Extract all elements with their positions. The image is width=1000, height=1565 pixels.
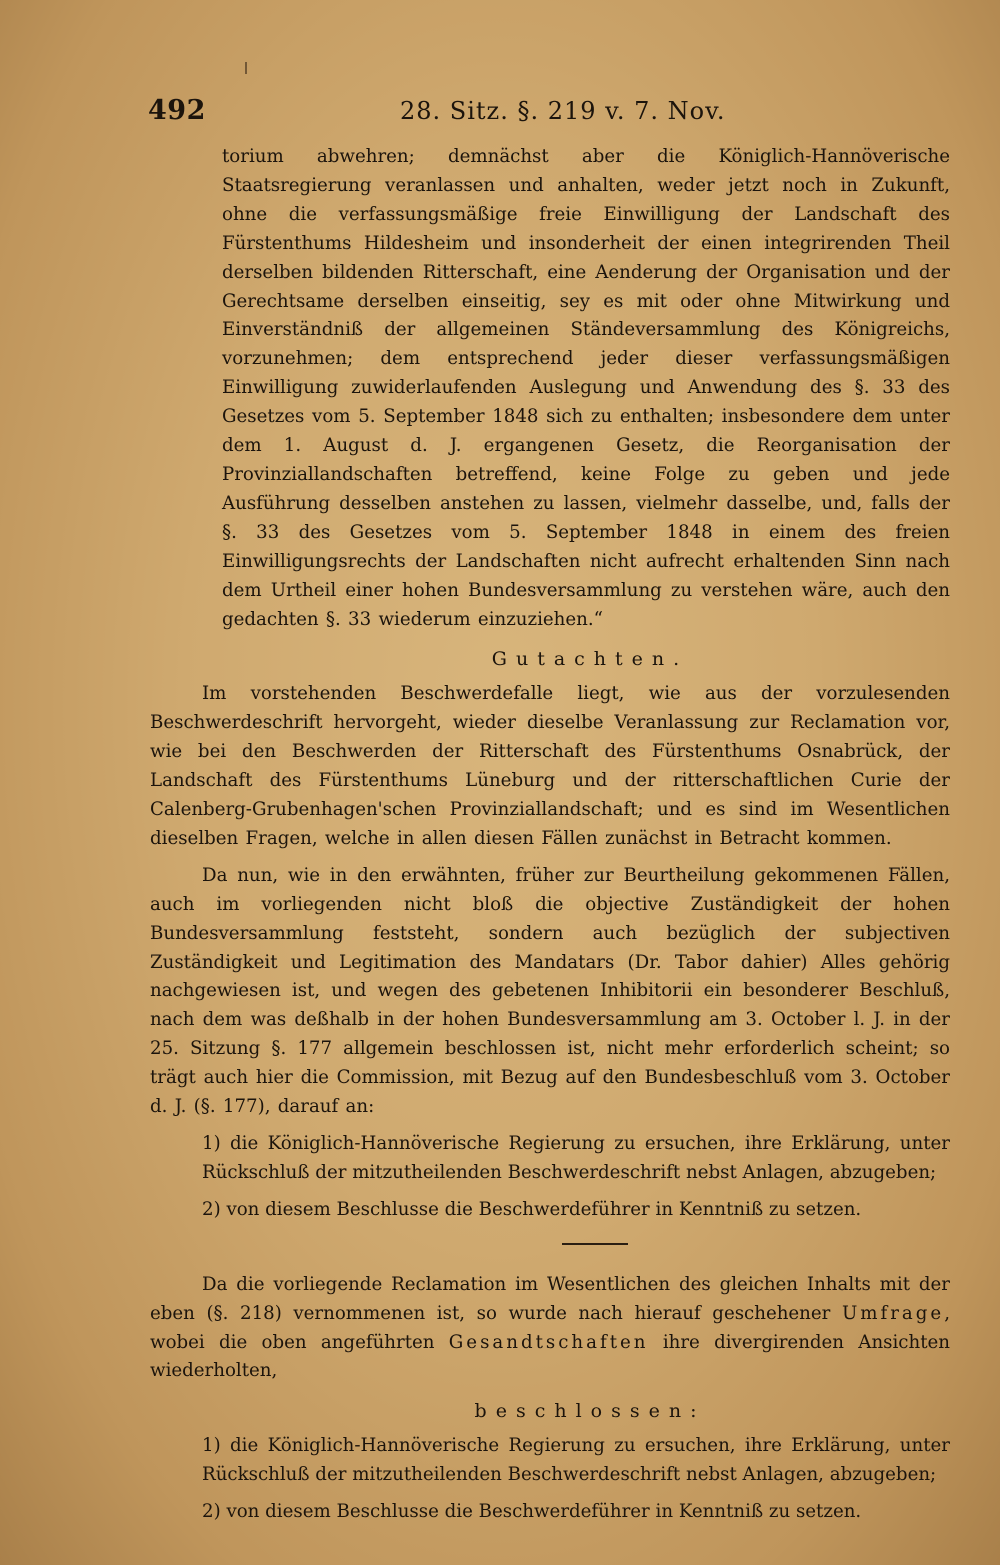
resolution-item-1: 1) die Königlich-Hannöverische Regierung zu ersuchen, ihre Erklärung, unter Rückschluß der mitzutheilenden Beschwerdeschrift nebst Anlagen, abzugeben; xyxy=(202,1435,950,1486)
resolution-intro-part2: , wobei die oben angeführten xyxy=(150,1302,950,1353)
resolution-intro xyxy=(150,1271,950,1387)
resolution-intro-part3: ihre divergirenden Ansichten wiederholten, xyxy=(150,1331,950,1382)
quote-text: torium abwehren; demnächst aber die Königlich-Hannöverische Staatsregierung veranlassen und anhalten, weder jetzt noch in Zukunft, ohne die verfassungsmäßige freie Einwilligung der Landschaft des Fürstenthums Hildesheim und insonderheit der einen integrirenden Theil derselben bildenden Ritterschaft, eine Aenderung der Organisation und der Gerechtsame derselben einseitig, sey es mit oder ohne Mitwirkung und Einverständniß der allgemeinen Ständeversammlung des Königreichs, vorzunehmen; dem entsprechend jeder dieser verfassungsmäßigen Einwilligung zuwiderlaufenden Auslegung und Anwendung des §. 33 des Gesetzes vom 5. September 1848 sich zu enthalten; insbesondere dem unter dem 1. August d. J. ergangenen Gesetz, die Reorganisation der Provinziallandschaften betreffend, keine Folge zu geben und jede Ausführung desselben anstehen zu lassen, vielmehr dasselbe, und, falls der §. 33 des Gesetzes vom 5. September 1848 in einem des freien Einwilligungsrechts der Landschaften nicht aufrecht erhaltenden Sinn nach dem Urtheil einer hohen Bundesversammlung zu verstehen wäre, auch den gedachten §. 33 wiederum einzuziehen.“ xyxy=(222,146,950,630)
gutachten-paragraph-1: Im vorstehenden Beschwerdefalle liegt, wie aus der vorzulesenden Beschwerdeschrift hervorgeht, wieder dieselbe Veranlassung zur Reclamation vor, wie bei den Beschwerden der Ritterschaft des Fürstenthums Osnabrück, der Landschaft des Fürstenthums Lüneburg und der ritterschaftlichen Curie der Calenberg-Grubenhagen'schen Provinziallandschaft; und es sind im Wesentlichen dieselben Fragen, welche in allen diesen Fällen zunächst in Betracht kommen. xyxy=(150,683,950,849)
umfrage-term: Umfrage xyxy=(841,1302,945,1324)
running-head: 28. Sitz. §. 219 v. 7. Nov. xyxy=(400,97,726,125)
paragraph-gap xyxy=(150,1188,950,1196)
gutachten-item-2: 2) von diesem Beschlusse die Beschwerdeführer in Kenntniß zu setzen. xyxy=(202,1198,862,1220)
beschlossen-heading: beschlossen: xyxy=(474,1400,706,1423)
paragraph-gap xyxy=(150,1490,950,1498)
gutachten-item-1: 1) die Königlich-Hannöverische Regierung zu ersuchen, ihre Erklärung, unter Rückschluß der mitzutheilenden Beschwerdeschrift nebst Anlagen, abzugeben; xyxy=(202,1133,950,1183)
gesandtschaften-term: Gesandtschaften xyxy=(448,1331,649,1353)
resolution-intro-part1: Da die vorliegende Reclamation im Wesentlichen des gleichen Inhalts mit der eben (§. 218) vernommenen ist, so wurde nach hierauf geschehener xyxy=(150,1273,950,1324)
quoted-petition xyxy=(150,143,950,634)
section-separator xyxy=(562,1243,628,1245)
print-speck xyxy=(245,62,247,74)
page-number: 492 xyxy=(148,95,206,126)
gutachten-heading: Gutachten. xyxy=(491,648,689,671)
paragraph-gap xyxy=(150,854,950,862)
gutachten-paragraph-2: Da nun, wie in den erwähnten, früher zur Beurtheilung gekommenen Fällen, auch im vorliegenden nicht bloß die objective Zuständigkeit der hohen Bundesversammlung feststeht, sondern auch bezüglich der subjectiven Zuständigkeit und Legitimation des Mandatars (Dr. Tabor dahier) Alles gehörig nachgewiesen ist, und wegen des gebetenen Inhibitorii ein besonderer Beschluß, nach dem was deßhalb in der hohen Bundesversammlung am 3. October l. J. in der 25. Sitzung §. 177 allgemein beschlossen ist, nicht mehr erforderlich scheint; so trägt auch hier die Commission, mit Bezug auf den Bundesbeschluß vom 3. October d. J. (§. 177), darauf an: xyxy=(150,864,950,1118)
resolution-item-2: 2) von diesem Beschlusse die Beschwerdeführer in Kenntniß zu setzen. xyxy=(202,1501,862,1523)
page-header xyxy=(150,95,950,143)
paragraph-gap xyxy=(150,1122,950,1130)
document-page xyxy=(150,95,950,1535)
